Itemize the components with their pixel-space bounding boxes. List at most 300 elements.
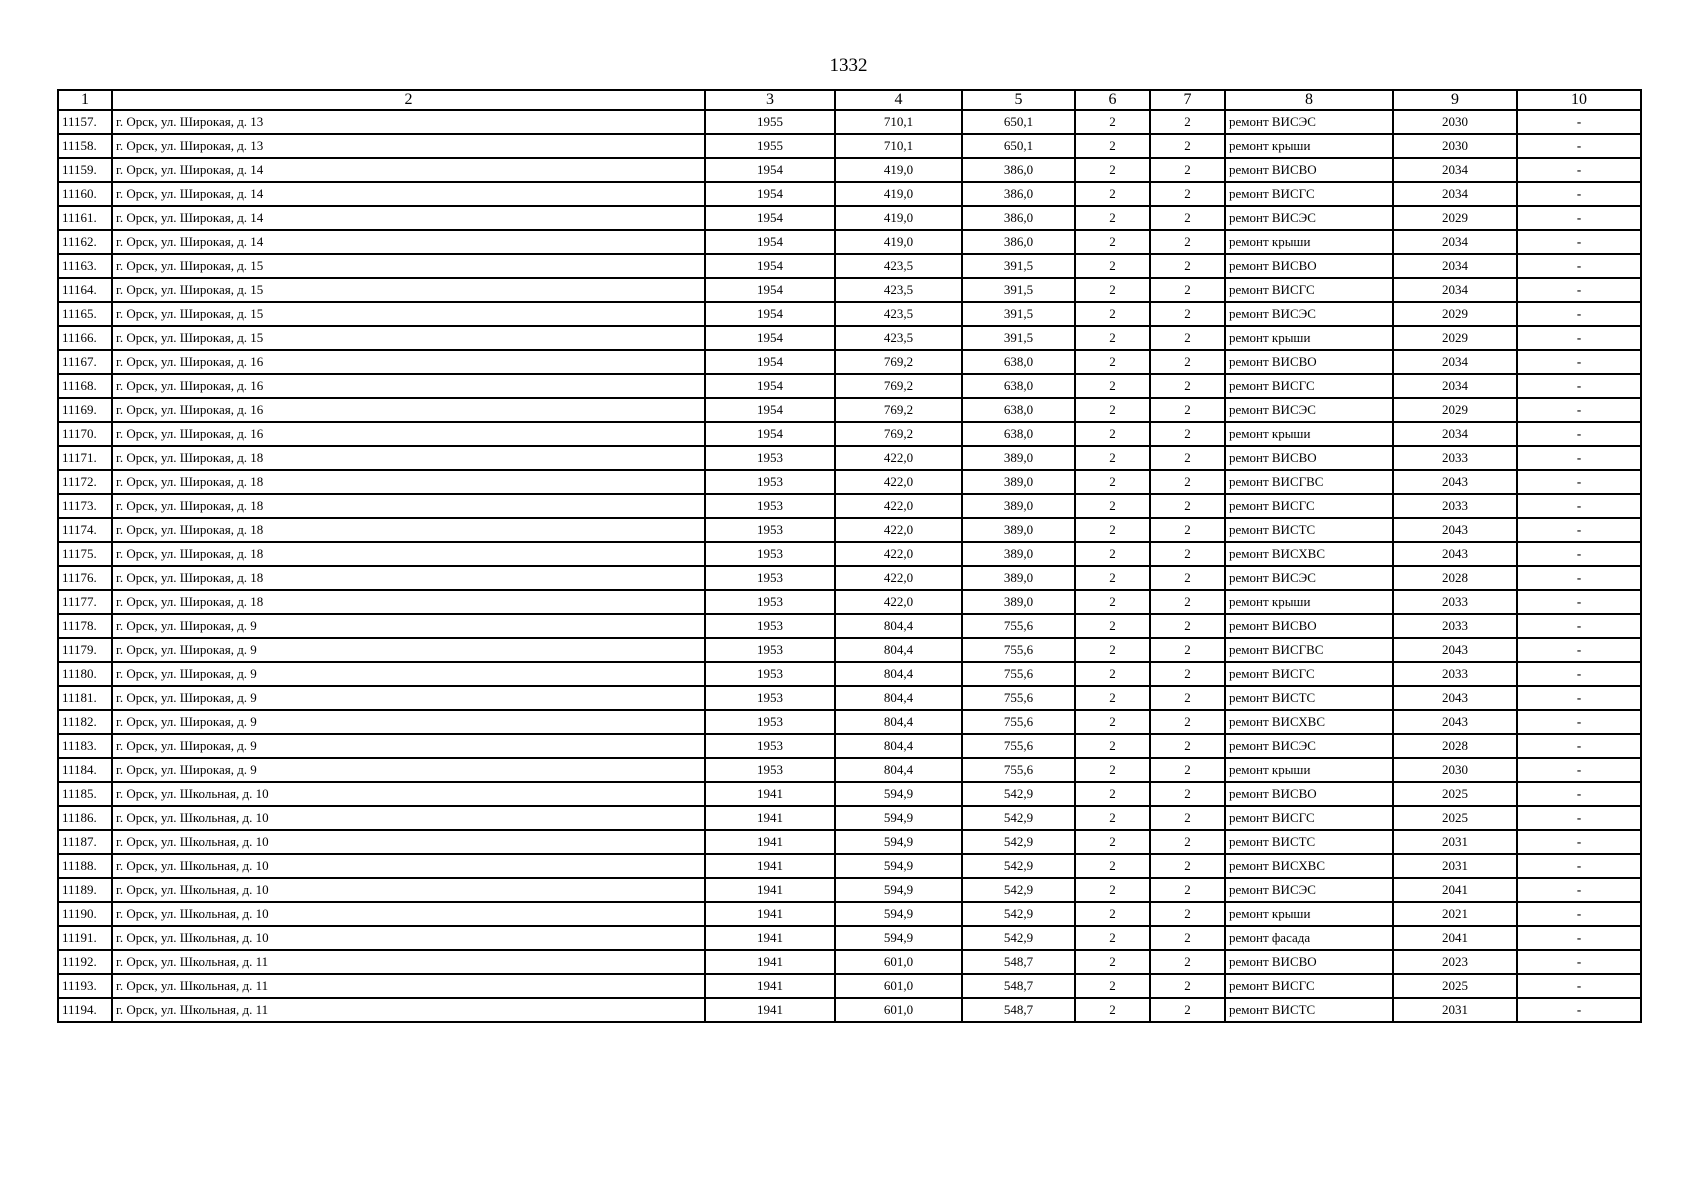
col-10-cell: - <box>1517 566 1641 590</box>
col-6-cell: 2 <box>1075 878 1150 902</box>
living-area-cell: 542,9 <box>962 878 1075 902</box>
col-6-cell: 2 <box>1075 710 1150 734</box>
table-row <box>58 566 1641 590</box>
col-10-cell: - <box>1517 758 1641 782</box>
col-10-cell: - <box>1517 158 1641 182</box>
address-cell: г. Орск, ул. Широкая, д. 16 <box>112 374 705 398</box>
table-row <box>58 950 1641 974</box>
col-7-cell: 2 <box>1150 182 1225 206</box>
work-type-cell: ремонт ВИСЭС <box>1225 878 1393 902</box>
address-cell: г. Орск, ул. Широкая, д. 18 <box>112 590 705 614</box>
build-year-cell: 1953 <box>705 734 835 758</box>
col-7-cell: 2 <box>1150 974 1225 998</box>
table-row <box>58 758 1641 782</box>
col-7-cell: 2 <box>1150 302 1225 326</box>
total-area-cell: 804,4 <box>835 710 962 734</box>
planned-year-cell: 2033 <box>1393 590 1517 614</box>
address-cell: г. Орск, ул. Широкая, д. 9 <box>112 662 705 686</box>
col-7-cell: 2 <box>1150 278 1225 302</box>
total-area-cell: 594,9 <box>835 878 962 902</box>
col-10-cell: - <box>1517 230 1641 254</box>
row-number-cell: 11173. <box>58 494 112 518</box>
work-type-cell: ремонт ВИСВО <box>1225 614 1393 638</box>
col-7-cell: 2 <box>1150 590 1225 614</box>
col-10-cell: - <box>1517 542 1641 566</box>
col-6-cell: 2 <box>1075 278 1150 302</box>
col-10-cell: - <box>1517 398 1641 422</box>
table-row <box>58 158 1641 182</box>
build-year-cell: 1953 <box>705 758 835 782</box>
planned-year-cell: 2043 <box>1393 710 1517 734</box>
total-area-cell: 769,2 <box>835 422 962 446</box>
work-type-cell: ремонт фасада <box>1225 926 1393 950</box>
col-7-cell: 2 <box>1150 638 1225 662</box>
row-number-cell: 11169. <box>58 398 112 422</box>
build-year-cell: 1954 <box>705 230 835 254</box>
address-cell: г. Орск, ул. Широкая, д. 18 <box>112 542 705 566</box>
total-area-cell: 710,1 <box>835 134 962 158</box>
planned-year-cell: 2033 <box>1393 614 1517 638</box>
total-area-cell: 594,9 <box>835 854 962 878</box>
table-row <box>58 350 1641 374</box>
row-number-cell: 11167. <box>58 350 112 374</box>
address-cell: г. Орск, ул. Широкая, д. 9 <box>112 758 705 782</box>
table-row <box>58 902 1641 926</box>
work-type-cell: ремонт ВИСГС <box>1225 974 1393 998</box>
work-type-cell: ремонт ВИСХВС <box>1225 854 1393 878</box>
col-6-cell: 2 <box>1075 926 1150 950</box>
table-row <box>58 470 1641 494</box>
build-year-cell: 1953 <box>705 518 835 542</box>
address-cell: г. Орск, ул. Школьная, д. 10 <box>112 854 705 878</box>
address-cell: г. Орск, ул. Широкая, д. 16 <box>112 422 705 446</box>
total-area-cell: 594,9 <box>835 926 962 950</box>
total-area-cell: 804,4 <box>835 662 962 686</box>
col-6-cell: 2 <box>1075 638 1150 662</box>
build-year-cell: 1954 <box>705 206 835 230</box>
col-6-cell: 2 <box>1075 182 1150 206</box>
address-cell: г. Орск, ул. Школьная, д. 11 <box>112 950 705 974</box>
row-number-cell: 11193. <box>58 974 112 998</box>
address-cell: г. Орск, ул. Широкая, д. 16 <box>112 350 705 374</box>
living-area-cell: 389,0 <box>962 446 1075 470</box>
planned-year-cell: 2025 <box>1393 974 1517 998</box>
build-year-cell: 1941 <box>705 950 835 974</box>
col-10-cell: - <box>1517 614 1641 638</box>
living-area-cell: 638,0 <box>962 422 1075 446</box>
living-area-cell: 386,0 <box>962 206 1075 230</box>
address-cell: г. Орск, ул. Широкая, д. 9 <box>112 638 705 662</box>
total-area-cell: 804,4 <box>835 758 962 782</box>
build-year-cell: 1954 <box>705 158 835 182</box>
col-7-cell: 2 <box>1150 782 1225 806</box>
col-6-cell: 2 <box>1075 422 1150 446</box>
total-area-cell: 422,0 <box>835 494 962 518</box>
col-6-cell: 2 <box>1075 854 1150 878</box>
build-year-cell: 1954 <box>705 278 835 302</box>
col-6-cell: 2 <box>1075 110 1150 134</box>
address-cell: г. Орск, ул. Широкая, д. 14 <box>112 182 705 206</box>
col-7-cell: 2 <box>1150 158 1225 182</box>
row-number-cell: 11170. <box>58 422 112 446</box>
col-7-cell: 2 <box>1150 686 1225 710</box>
row-number-cell: 11158. <box>58 134 112 158</box>
table-row <box>58 542 1641 566</box>
column-header: 4 <box>835 90 962 110</box>
total-area-cell: 804,4 <box>835 614 962 638</box>
column-header: 3 <box>705 90 835 110</box>
living-area-cell: 638,0 <box>962 398 1075 422</box>
row-number-cell: 11166. <box>58 326 112 350</box>
address-cell: г. Орск, ул. Широкая, д. 18 <box>112 494 705 518</box>
living-area-cell: 389,0 <box>962 566 1075 590</box>
total-area-cell: 601,0 <box>835 950 962 974</box>
col-10-cell: - <box>1517 374 1641 398</box>
build-year-cell: 1941 <box>705 926 835 950</box>
col-6-cell: 2 <box>1075 614 1150 638</box>
total-area-cell: 769,2 <box>835 350 962 374</box>
col-10-cell: - <box>1517 206 1641 230</box>
col-10-cell: - <box>1517 902 1641 926</box>
col-6-cell: 2 <box>1075 950 1150 974</box>
planned-year-cell: 2043 <box>1393 470 1517 494</box>
row-number-cell: 11186. <box>58 806 112 830</box>
col-6-cell: 2 <box>1075 758 1150 782</box>
living-area-cell: 389,0 <box>962 590 1075 614</box>
planned-year-cell: 2034 <box>1393 182 1517 206</box>
row-number-cell: 11174. <box>58 518 112 542</box>
work-type-cell: ремонт ВИСЭС <box>1225 110 1393 134</box>
col-7-cell: 2 <box>1150 254 1225 278</box>
col-7-cell: 2 <box>1150 566 1225 590</box>
address-cell: г. Орск, ул. Широкая, д. 18 <box>112 470 705 494</box>
col-6-cell: 2 <box>1075 518 1150 542</box>
column-header: 7 <box>1150 90 1225 110</box>
living-area-cell: 389,0 <box>962 470 1075 494</box>
total-area-cell: 422,0 <box>835 518 962 542</box>
planned-year-cell: 2030 <box>1393 134 1517 158</box>
col-10-cell: - <box>1517 110 1641 134</box>
living-area-cell: 542,9 <box>962 782 1075 806</box>
col-7-cell: 2 <box>1150 494 1225 518</box>
living-area-cell: 755,6 <box>962 734 1075 758</box>
living-area-cell: 650,1 <box>962 110 1075 134</box>
build-year-cell: 1941 <box>705 782 835 806</box>
table-row <box>58 302 1641 326</box>
planned-year-cell: 2023 <box>1393 950 1517 974</box>
work-type-cell: ремонт ВИСХВС <box>1225 542 1393 566</box>
col-7-cell: 2 <box>1150 902 1225 926</box>
col-10-cell: - <box>1517 854 1641 878</box>
table-row <box>58 854 1641 878</box>
col-6-cell: 2 <box>1075 974 1150 998</box>
col-10-cell: - <box>1517 806 1641 830</box>
living-area-cell: 755,6 <box>962 614 1075 638</box>
row-number-cell: 11189. <box>58 878 112 902</box>
col-6-cell: 2 <box>1075 206 1150 230</box>
col-10-cell: - <box>1517 782 1641 806</box>
address-cell: г. Орск, ул. Школьная, д. 10 <box>112 902 705 926</box>
col-6-cell: 2 <box>1075 446 1150 470</box>
row-number-cell: 11177. <box>58 590 112 614</box>
planned-year-cell: 2034 <box>1393 158 1517 182</box>
planned-year-cell: 2021 <box>1393 902 1517 926</box>
work-type-cell: ремонт крыши <box>1225 326 1393 350</box>
row-number-cell: 11162. <box>58 230 112 254</box>
total-area-cell: 423,5 <box>835 278 962 302</box>
row-number-cell: 11178. <box>58 614 112 638</box>
col-10-cell: - <box>1517 470 1641 494</box>
build-year-cell: 1953 <box>705 686 835 710</box>
build-year-cell: 1954 <box>705 350 835 374</box>
col-10-cell: - <box>1517 830 1641 854</box>
col-7-cell: 2 <box>1150 422 1225 446</box>
living-area-cell: 542,9 <box>962 830 1075 854</box>
address-cell: г. Орск, ул. Школьная, д. 10 <box>112 782 705 806</box>
build-year-cell: 1955 <box>705 110 835 134</box>
repair-schedule-table <box>57 89 1642 1023</box>
col-7-cell: 2 <box>1150 374 1225 398</box>
planned-year-cell: 2028 <box>1393 734 1517 758</box>
work-type-cell: ремонт крыши <box>1225 758 1393 782</box>
row-number-cell: 11165. <box>58 302 112 326</box>
planned-year-cell: 2034 <box>1393 254 1517 278</box>
total-area-cell: 804,4 <box>835 734 962 758</box>
build-year-cell: 1941 <box>705 998 835 1022</box>
row-number-cell: 11160. <box>58 182 112 206</box>
row-number-cell: 11182. <box>58 710 112 734</box>
row-number-cell: 11172. <box>58 470 112 494</box>
col-7-cell: 2 <box>1150 614 1225 638</box>
work-type-cell: ремонт ВИСВО <box>1225 254 1393 278</box>
living-area-cell: 542,9 <box>962 902 1075 926</box>
living-area-cell: 386,0 <box>962 182 1075 206</box>
table-header-row <box>58 90 1641 110</box>
column-header: 1 <box>58 90 112 110</box>
column-header: 10 <box>1517 90 1641 110</box>
living-area-cell: 755,6 <box>962 662 1075 686</box>
table-row <box>58 518 1641 542</box>
col-7-cell: 2 <box>1150 830 1225 854</box>
col-10-cell: - <box>1517 638 1641 662</box>
living-area-cell: 542,9 <box>962 806 1075 830</box>
col-7-cell: 2 <box>1150 470 1225 494</box>
col-7-cell: 2 <box>1150 734 1225 758</box>
work-type-cell: ремонт ВИСГС <box>1225 182 1393 206</box>
col-7-cell: 2 <box>1150 326 1225 350</box>
build-year-cell: 1954 <box>705 374 835 398</box>
table-row <box>58 230 1641 254</box>
table-row <box>58 110 1641 134</box>
address-cell: г. Орск, ул. Школьная, д. 11 <box>112 974 705 998</box>
table-row <box>58 830 1641 854</box>
planned-year-cell: 2031 <box>1393 830 1517 854</box>
work-type-cell: ремонт ВИСВО <box>1225 350 1393 374</box>
work-type-cell: ремонт ВИСЭС <box>1225 398 1393 422</box>
col-6-cell: 2 <box>1075 782 1150 806</box>
row-number-cell: 11157. <box>58 110 112 134</box>
planned-year-cell: 2033 <box>1393 446 1517 470</box>
build-year-cell: 1953 <box>705 590 835 614</box>
build-year-cell: 1953 <box>705 566 835 590</box>
col-6-cell: 2 <box>1075 830 1150 854</box>
row-number-cell: 11184. <box>58 758 112 782</box>
living-area-cell: 548,7 <box>962 974 1075 998</box>
planned-year-cell: 2029 <box>1393 398 1517 422</box>
col-7-cell: 2 <box>1150 758 1225 782</box>
row-number-cell: 11176. <box>58 566 112 590</box>
address-cell: г. Орск, ул. Широкая, д. 15 <box>112 302 705 326</box>
table-row <box>58 206 1641 230</box>
table-row <box>58 710 1641 734</box>
living-area-cell: 391,5 <box>962 278 1075 302</box>
row-number-cell: 11181. <box>58 686 112 710</box>
planned-year-cell: 2029 <box>1393 326 1517 350</box>
table-row <box>58 878 1641 902</box>
living-area-cell: 638,0 <box>962 374 1075 398</box>
address-cell: г. Орск, ул. Широкая, д. 9 <box>112 710 705 734</box>
planned-year-cell: 2043 <box>1393 686 1517 710</box>
col-6-cell: 2 <box>1075 470 1150 494</box>
living-area-cell: 391,5 <box>962 254 1075 278</box>
build-year-cell: 1954 <box>705 254 835 278</box>
living-area-cell: 755,6 <box>962 638 1075 662</box>
col-10-cell: - <box>1517 446 1641 470</box>
planned-year-cell: 2028 <box>1393 566 1517 590</box>
planned-year-cell: 2043 <box>1393 518 1517 542</box>
living-area-cell: 755,6 <box>962 758 1075 782</box>
table-row <box>58 806 1641 830</box>
col-7-cell: 2 <box>1150 446 1225 470</box>
row-number-cell: 11163. <box>58 254 112 278</box>
build-year-cell: 1953 <box>705 662 835 686</box>
col-6-cell: 2 <box>1075 806 1150 830</box>
col-10-cell: - <box>1517 494 1641 518</box>
col-10-cell: - <box>1517 590 1641 614</box>
col-6-cell: 2 <box>1075 302 1150 326</box>
col-6-cell: 2 <box>1075 734 1150 758</box>
planned-year-cell: 2034 <box>1393 350 1517 374</box>
work-type-cell: ремонт ВИСГС <box>1225 374 1393 398</box>
planned-year-cell: 2034 <box>1393 230 1517 254</box>
total-area-cell: 422,0 <box>835 566 962 590</box>
table-row <box>58 662 1641 686</box>
planned-year-cell: 2034 <box>1393 422 1517 446</box>
build-year-cell: 1954 <box>705 302 835 326</box>
living-area-cell: 755,6 <box>962 686 1075 710</box>
col-7-cell: 2 <box>1150 518 1225 542</box>
row-number-cell: 11179. <box>58 638 112 662</box>
column-header: 9 <box>1393 90 1517 110</box>
col-7-cell: 2 <box>1150 398 1225 422</box>
col-6-cell: 2 <box>1075 134 1150 158</box>
table-row <box>58 398 1641 422</box>
row-number-cell: 11159. <box>58 158 112 182</box>
address-cell: г. Орск, ул. Широкая, д. 18 <box>112 518 705 542</box>
col-10-cell: - <box>1517 926 1641 950</box>
row-number-cell: 11187. <box>58 830 112 854</box>
address-cell: г. Орск, ул. Широкая, д. 9 <box>112 614 705 638</box>
planned-year-cell: 2041 <box>1393 878 1517 902</box>
planned-year-cell: 2033 <box>1393 662 1517 686</box>
col-7-cell: 2 <box>1150 926 1225 950</box>
work-type-cell: ремонт ВИСГС <box>1225 662 1393 686</box>
work-type-cell: ремонт ВИСТС <box>1225 686 1393 710</box>
col-6-cell: 2 <box>1075 590 1150 614</box>
row-number-cell: 11168. <box>58 374 112 398</box>
column-header: 2 <box>112 90 705 110</box>
table-row <box>58 998 1641 1022</box>
table-row <box>58 974 1641 998</box>
col-6-cell: 2 <box>1075 230 1150 254</box>
col-7-cell: 2 <box>1150 662 1225 686</box>
living-area-cell: 755,6 <box>962 710 1075 734</box>
build-year-cell: 1941 <box>705 878 835 902</box>
table-row <box>58 590 1641 614</box>
total-area-cell: 804,4 <box>835 638 962 662</box>
col-7-cell: 2 <box>1150 134 1225 158</box>
living-area-cell: 389,0 <box>962 518 1075 542</box>
row-number-cell: 11194. <box>58 998 112 1022</box>
build-year-cell: 1941 <box>705 830 835 854</box>
col-7-cell: 2 <box>1150 542 1225 566</box>
total-area-cell: 423,5 <box>835 302 962 326</box>
work-type-cell: ремонт ВИСЭС <box>1225 302 1393 326</box>
row-number-cell: 11180. <box>58 662 112 686</box>
build-year-cell: 1955 <box>705 134 835 158</box>
col-10-cell: - <box>1517 134 1641 158</box>
col-6-cell: 2 <box>1075 254 1150 278</box>
col-7-cell: 2 <box>1150 110 1225 134</box>
address-cell: г. Орск, ул. Школьная, д. 11 <box>112 998 705 1022</box>
row-number-cell: 11164. <box>58 278 112 302</box>
col-7-cell: 2 <box>1150 350 1225 374</box>
planned-year-cell: 2043 <box>1393 542 1517 566</box>
table-row <box>58 254 1641 278</box>
col-7-cell: 2 <box>1150 878 1225 902</box>
total-area-cell: 710,1 <box>835 110 962 134</box>
living-area-cell: 389,0 <box>962 494 1075 518</box>
table-row <box>58 686 1641 710</box>
row-number-cell: 11188. <box>58 854 112 878</box>
planned-year-cell: 2031 <box>1393 854 1517 878</box>
col-10-cell: - <box>1517 710 1641 734</box>
table-row <box>58 422 1641 446</box>
column-header: 6 <box>1075 90 1150 110</box>
living-area-cell: 542,9 <box>962 854 1075 878</box>
total-area-cell: 601,0 <box>835 974 962 998</box>
address-cell: г. Орск, ул. Широкая, д. 15 <box>112 326 705 350</box>
table-row <box>58 134 1641 158</box>
total-area-cell: 594,9 <box>835 902 962 926</box>
build-year-cell: 1941 <box>705 806 835 830</box>
col-10-cell: - <box>1517 278 1641 302</box>
planned-year-cell: 2033 <box>1393 494 1517 518</box>
total-area-cell: 422,0 <box>835 542 962 566</box>
table-row <box>58 614 1641 638</box>
work-type-cell: ремонт ВИСТС <box>1225 998 1393 1022</box>
total-area-cell: 594,9 <box>835 806 962 830</box>
build-year-cell: 1954 <box>705 326 835 350</box>
build-year-cell: 1954 <box>705 182 835 206</box>
address-cell: г. Орск, ул. Школьная, д. 10 <box>112 878 705 902</box>
col-6-cell: 2 <box>1075 326 1150 350</box>
row-number-cell: 11175. <box>58 542 112 566</box>
table-row <box>58 494 1641 518</box>
col-6-cell: 2 <box>1075 374 1150 398</box>
table-row <box>58 446 1641 470</box>
table-row <box>58 374 1641 398</box>
